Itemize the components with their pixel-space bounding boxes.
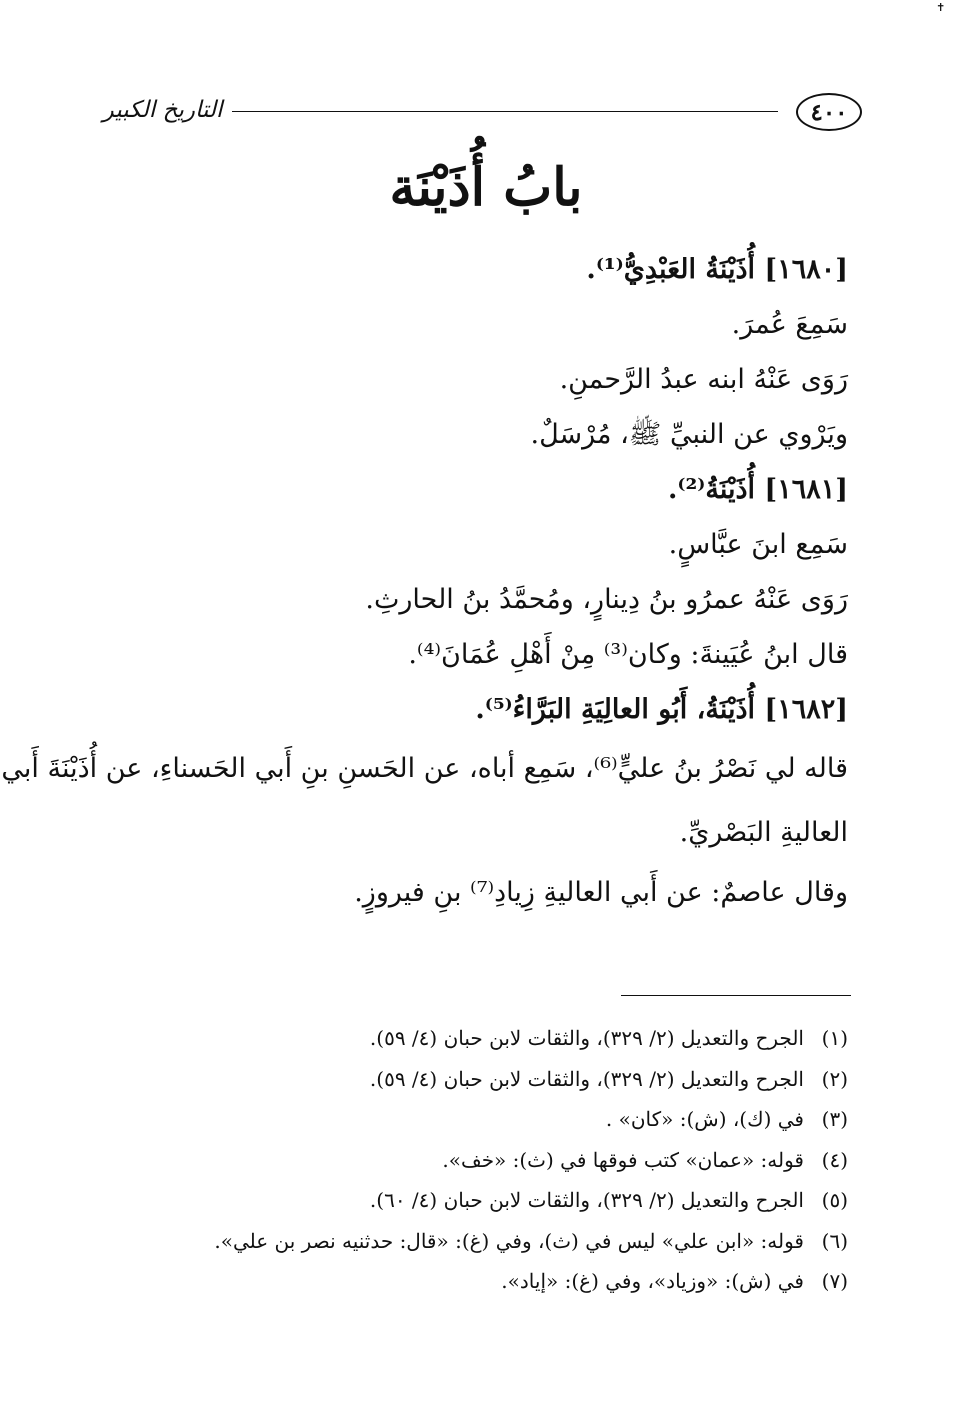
footnote-number: (١) — [821, 1026, 848, 1050]
footnote-text: الجرح والتعديل (٢/ ٣٢٩)، والثقات لابن حبان (٤/ ٦٠). — [369, 1188, 804, 1212]
footnote-text: الجرح والتعديل (٢/ ٣٢٩)، والثقات لابن حبان (٤/ ٥٩). — [369, 1026, 804, 1050]
text-line: وقال عاصمٌ: عن أَبي العاليةِ زِيادِ⁽⁷⁾ بنِ فيروزٍ. — [354, 877, 848, 908]
text-line: رَوَى عَنْهُ عمرُو بنُ دِينارٍ، ومُحمَّدُ بنُ الحارثِ. — [365, 584, 848, 615]
footnote-2 — [114, 1059, 848, 1100]
footnote-text: الجرح والتعديل (٢/ ٣٢٩)، والثقات لابن حبان (٤/ ٥٩). — [369, 1066, 804, 1091]
page-number: ٤٠٠ — [796, 93, 862, 131]
text-line: سَمِعَ عُمرَ. — [731, 309, 848, 340]
text-line: قال ابنُ عُيَينةَ: وكان⁽³⁾ مِنْ أَهْلِ عُمَانَ⁽⁴⁾. — [408, 639, 848, 670]
running-title: التاريخ الكبير — [102, 97, 223, 123]
entry-heading-1681: [١٦٨١] أُذَيْنَةُ⁽²⁾. — [668, 474, 848, 505]
footnote-separator — [621, 995, 851, 996]
text-line: سَمِع ابنَ عبَّاسٍ. — [668, 529, 848, 560]
footnote-text: في (ش): «وزياد»، وفي (غ): «إياد». — [501, 1269, 804, 1293]
main-text — [1, 242, 848, 920]
header-rule — [232, 111, 778, 112]
footnote-number: (٥) — [821, 1188, 848, 1212]
footnotes — [114, 1018, 848, 1302]
text-line: العاليةِ البَصْريِّ. — [679, 817, 848, 848]
text-line: ويَرْوي عن النبيِّ ﷺ، مُرْسَلٌ. — [530, 419, 848, 450]
footnote-number: (٢) — [821, 1066, 848, 1091]
footnote-1 — [114, 1018, 848, 1059]
footnote-number: (٦) — [821, 1228, 848, 1253]
entry-heading-1682: [١٦٨٢] أُذَيْنَةُ، أَبُو العالِيَةِ البَرَّاءُ⁽⁵⁾. — [475, 694, 848, 725]
footnote-7 — [114, 1261, 848, 1302]
corner-mark: ✝ — [936, 1, 946, 14]
text-line: قاله لي نَصْرُ بنُ عليٍّ⁽⁶⁾، سَمِع أباه، عن الحَسنِ بنِ أَبي الحَسناءِ، عن أُذَيْنَةَ أَبي — [1, 753, 848, 784]
entry-heading-1680: [١٦٨٠] أُذَيْنَةُ العَبْدِيُّ⁽¹⁾. — [586, 254, 848, 285]
footnote-text: قوله: «ابن علي» ليس في (ث)، وفي (غ): «قال: حدثنيه نصر بن علي». — [214, 1228, 804, 1253]
footnote-text: قوله: «عمان» كتب فوقها في (ث): «خف». — [442, 1147, 804, 1172]
footnote-number: (٤) — [821, 1147, 848, 1172]
footnote-5 — [114, 1180, 848, 1221]
footnote-text: في (ك)، (ش): «كان» . — [605, 1107, 804, 1131]
chapter-title: بابُ أُذَيْنَة — [389, 157, 583, 218]
text-line: رَوَى عَنْهُ ابنه عبدُ الرَّحمنِ. — [559, 364, 848, 395]
footnote-3 — [114, 1099, 848, 1140]
footnote-number: (٣) — [821, 1107, 848, 1131]
footnote-6 — [114, 1221, 848, 1262]
footnote-number: (٧) — [821, 1269, 848, 1293]
footnote-4 — [114, 1140, 848, 1181]
